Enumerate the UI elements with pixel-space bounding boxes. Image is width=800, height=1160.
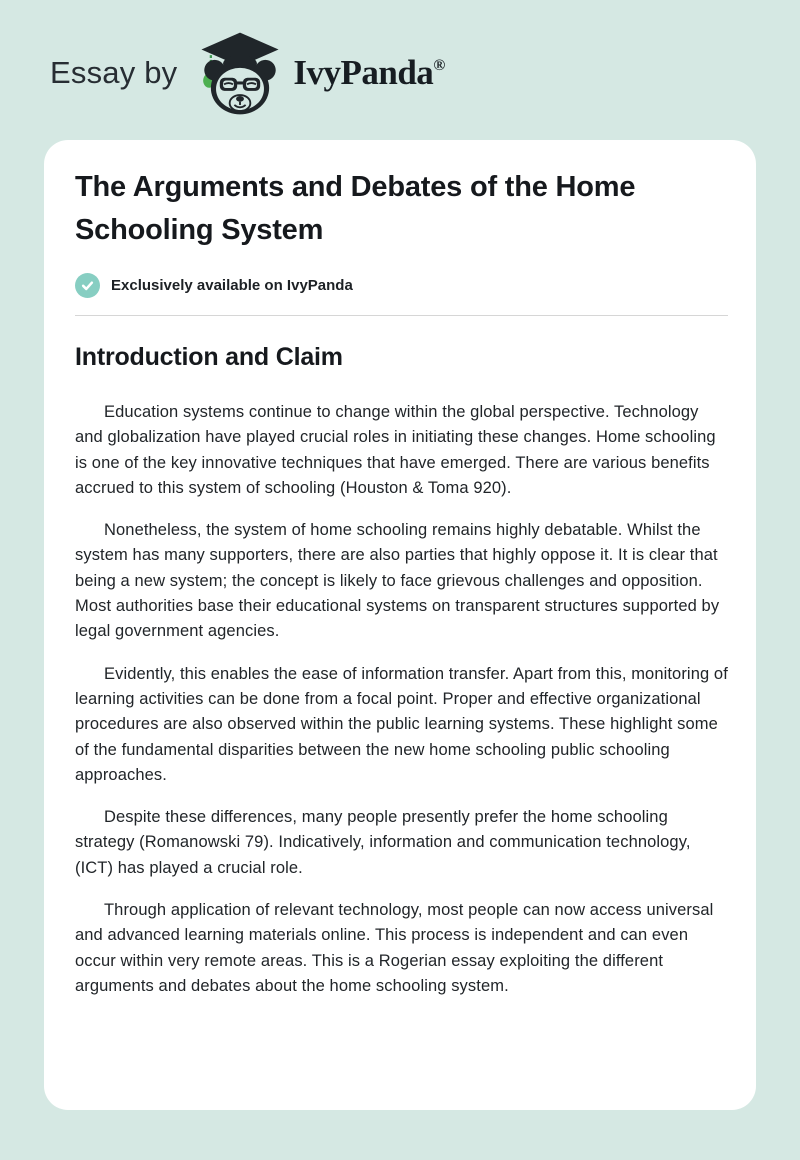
essay-by-label: Essay by	[50, 55, 178, 90]
essay-title: The Arguments and Debates of the Home Schooling System	[75, 171, 636, 246]
check-icon	[75, 273, 100, 298]
brand-text: IvyPanda	[293, 53, 434, 92]
divider	[75, 315, 728, 316]
essay-paragraph: Despite these differences, many people presently prefer the home schooling strategy (Romanowski 79). Indicatively, information and communication technology, (ICT) has played a crucial role.	[75, 808, 691, 877]
panda-graduate-icon	[193, 29, 287, 117]
essay-paragraph: Nonetheless, the system of home schooling remains highly debatable. Whilst the system has many supporters, there are also parties that highly oppose it. It is clear that being a new system; the concept is likely to face grievous challenges and opposition. Most authorities base their educational systems on transparent structures supported by legal government agencies.	[75, 521, 720, 641]
availability-badge	[75, 273, 728, 298]
brand-name	[293, 53, 444, 93]
section-heading: Introduction and Claim	[75, 343, 343, 371]
essay-paragraph: Through application of relevant technology, most people can now access universal and advanced learning materials online. This process is independent and can even occur within very remote areas. This is a Rogerian essay exploiting the different arguments and debates about the home schooling system.	[75, 901, 714, 995]
essay-paragraph: Education systems continue to change within the global perspective. Technology and globalization have played crucial roles in initiating these changes. Home schooling is one of the key innovative techniques that have emerged. There are various benefits accrued to this system of schooling (Houston & Toma 920).	[75, 403, 716, 497]
registered-trademark-symbol: ®	[433, 57, 445, 74]
essay-card	[44, 140, 756, 1110]
availability-badge-label: Exclusively available on IvyPanda	[111, 277, 353, 294]
header	[0, 0, 800, 140]
essay-paragraph: Evidently, this enables the ease of information transfer. Apart from this, monitoring of learning activities can be done from a focal point. Proper and effective organizational procedures are also observed within the public learning systems. These highlight some of the fundamental disparities between the new home schooling public schooling approaches.	[75, 664, 728, 784]
